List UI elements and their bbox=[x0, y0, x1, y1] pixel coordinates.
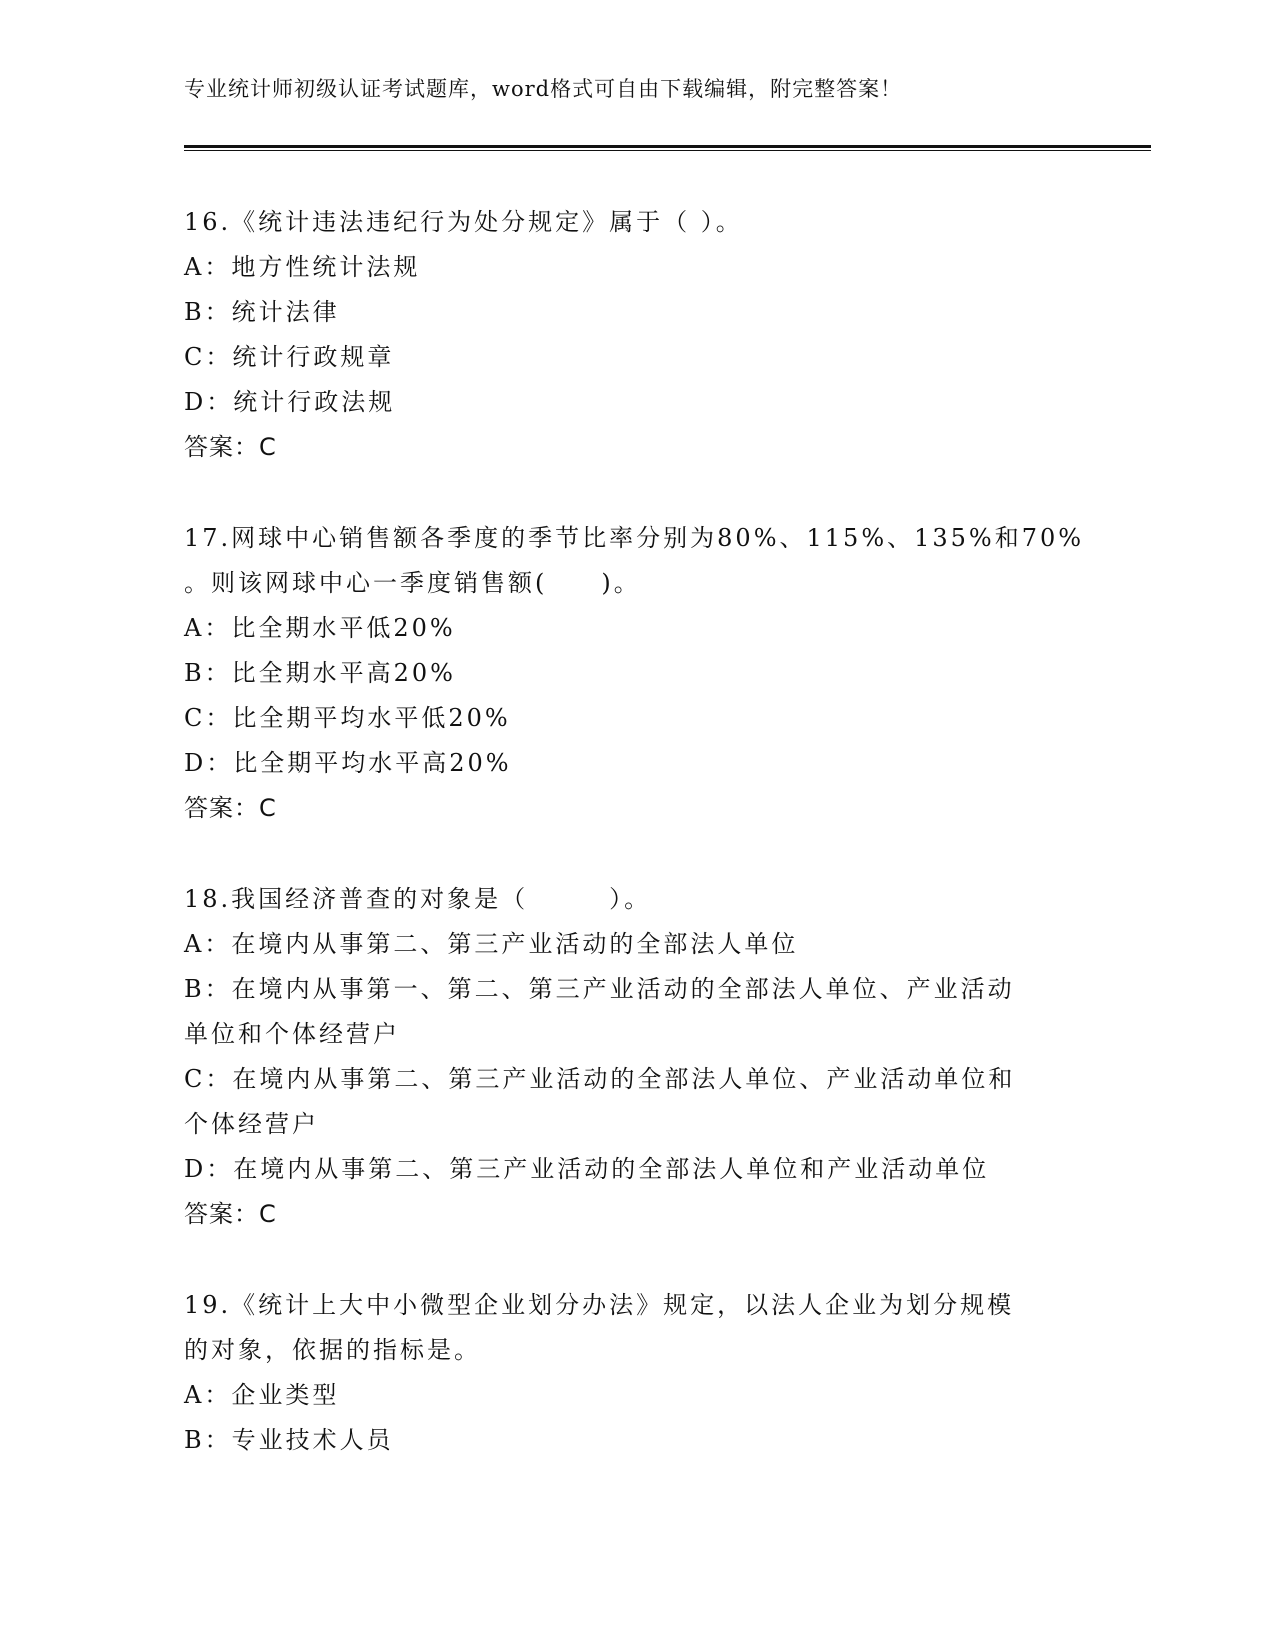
answer: 答案：C bbox=[184, 794, 277, 822]
option-a: A：企业类型 bbox=[184, 1381, 340, 1409]
option-a: A：在境内从事第二、第三产业活动的全部法人单位 bbox=[184, 930, 799, 958]
option-c-continued: 个体经营户 bbox=[184, 1110, 319, 1138]
question-stem: 16.《统计违法违纪行为处分规定》属于（ ）。 bbox=[184, 208, 743, 236]
option-b: B：统计法律 bbox=[184, 298, 340, 326]
question-stem: 18.我国经济普查的对象是（ ）。 bbox=[184, 885, 652, 913]
question-stem: 17.网球中心销售额各季度的季节比率分别为80%、115%、135%和70% bbox=[184, 524, 1085, 552]
question-stem-continued: 的对象，依据的指标是。 bbox=[184, 1336, 481, 1364]
answer: 答案：C bbox=[184, 1200, 277, 1228]
option-c: C：统计行政规章 bbox=[184, 343, 395, 371]
header-rule-thick bbox=[184, 145, 1151, 148]
header-rule-thin bbox=[184, 150, 1151, 151]
option-d: D：在境内从事第二、第三产业活动的全部法人单位和产业活动单位 bbox=[184, 1155, 990, 1183]
question-19 bbox=[184, 1283, 1104, 1463]
question-stem: 19.《统计上大中小微型企业划分办法》规定，以法人企业为划分规模 bbox=[184, 1291, 1015, 1319]
page-header: 专业统计师初级认证考试题库，word格式可自由下载编辑，附完整答案！ bbox=[184, 77, 903, 101]
question-17 bbox=[184, 516, 1104, 831]
question-18 bbox=[184, 877, 1104, 1237]
question-16 bbox=[184, 200, 1104, 470]
option-c: C：比全期平均水平低20% bbox=[184, 704, 511, 732]
option-a: A：地方性统计法规 bbox=[184, 253, 421, 281]
option-a: A：比全期水平低20% bbox=[184, 614, 456, 642]
answer: 答案：C bbox=[184, 433, 277, 461]
option-b: B：在境内从事第一、第二、第三产业活动的全部法人单位、产业活动 bbox=[184, 975, 1015, 1003]
question-list bbox=[184, 200, 1104, 1463]
option-d: D：统计行政法规 bbox=[184, 388, 396, 416]
option-d: D：比全期平均水平高20% bbox=[184, 749, 512, 777]
option-c: C：在境内从事第二、第三产业活动的全部法人单位、产业活动单位和 bbox=[184, 1065, 1016, 1093]
option-b: B：专业技术人员 bbox=[184, 1426, 394, 1454]
option-b: B：比全期水平高20% bbox=[184, 659, 456, 687]
option-b-continued: 单位和个体经营户 bbox=[184, 1020, 400, 1048]
question-stem-continued: 。则该网球中心一季度销售额( )。 bbox=[184, 569, 641, 597]
